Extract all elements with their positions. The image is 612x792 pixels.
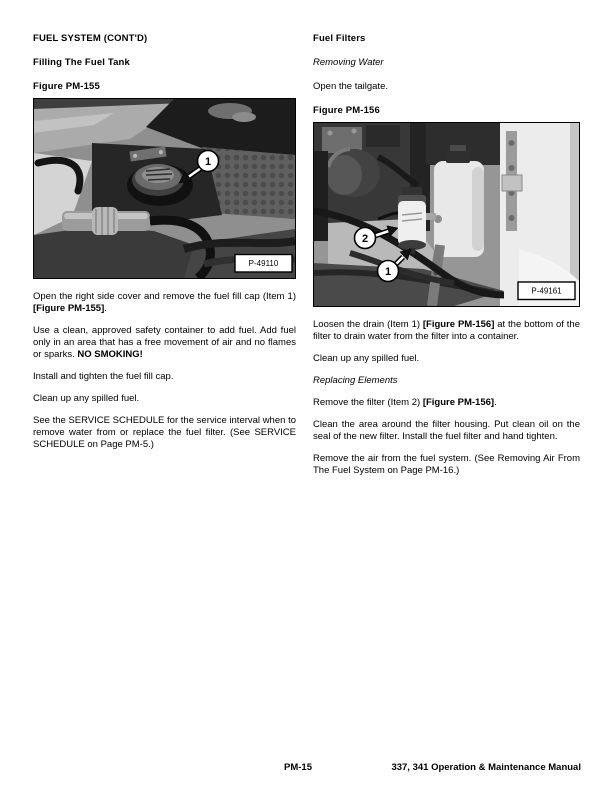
figure-pm156 — [313, 122, 580, 307]
photo-id-pm156: P-49161 — [531, 286, 562, 296]
right-column-paragraphs — [313, 319, 580, 477]
paragraph — [313, 375, 580, 387]
manual-title: 337, 341 Operation & Maintenance Manual — [391, 762, 581, 773]
figure-pm155 — [33, 98, 296, 279]
paragraph — [33, 393, 296, 405]
text-segment: [Figure PM-155] — [33, 303, 105, 314]
text-segment: [Figure PM-156] — [422, 319, 495, 330]
text-segment: at the bottom of the filter to drain water from the filter into a container. — [313, 319, 580, 342]
removing-water-subheading: Removing Water — [313, 57, 384, 68]
paragraph — [313, 319, 580, 343]
fuel-filter — [398, 187, 426, 254]
photo-scene-right — [314, 123, 579, 306]
photo-id-box-pm155 — [235, 255, 292, 273]
left-column — [33, 33, 296, 451]
callout-1-number: 1 — [384, 266, 392, 278]
callout-1-pm155 — [198, 151, 219, 172]
text-segment: Remove the air from the fuel system. (See Removing Air From The Fuel System on Page PM-16.) — [313, 453, 580, 476]
callout-2-pm156 — [355, 228, 376, 249]
text-segment: Clean the area around the filter housing. Put clean oil on the seal of the new filter. Install the fuel filter and hand tighten. — [313, 419, 580, 442]
paragraph — [33, 415, 296, 451]
paragraph — [313, 453, 580, 477]
text-segment: [Figure PM-156] — [422, 397, 495, 408]
text-segment: Clean up any spilled fuel. — [33, 393, 140, 404]
right-column — [313, 33, 580, 477]
text-segment: Replacing Elements — [313, 375, 398, 386]
text-segment: Install and tighten the fuel fill cap. — [33, 371, 174, 382]
photo-id-box-pm156 — [518, 282, 575, 300]
paragraph — [313, 397, 580, 409]
paragraph — [33, 371, 296, 383]
callout-1-pm156 — [378, 261, 399, 282]
paragraph — [313, 353, 580, 365]
callout-2-number: 2 — [361, 233, 369, 245]
hydraulic-fitting — [62, 207, 150, 235]
text-segment: Open the right side cover and remove the fuel fill cap (Item 1) — [33, 291, 296, 302]
intro-paragraph: Open the tailgate. — [313, 81, 388, 92]
text-segment: . — [494, 397, 497, 408]
photo-scene-left — [34, 99, 295, 278]
fuel-filter-photo — [313, 122, 580, 307]
left-column-paragraphs — [33, 291, 296, 451]
text-segment: Remove the filter (Item 2) — [313, 397, 423, 408]
callout-1-number: 1 — [204, 156, 212, 168]
text-segment: NO SMOKING! — [77, 349, 143, 360]
section-heading: FUEL SYSTEM (CONT'D) — [33, 33, 148, 44]
subsection-heading: Filling The Fuel Tank — [33, 57, 130, 68]
figure-label-pm156: Figure PM-156 — [313, 105, 380, 116]
page-footer — [0, 762, 612, 776]
fuel-fill-cap — [127, 164, 193, 206]
engine-cylinder — [326, 149, 380, 197]
text-segment: Use a clean, approved safety container to add fuel. Add fuel only in an area that has a free movement of air and no flames or sparks. — [33, 325, 296, 360]
paragraph — [313, 419, 580, 443]
fuel-fill-photo — [33, 98, 296, 279]
text-segment: See the SERVICE SCHEDULE for the service interval when to remove water from or replace the fuel filter. (See SERVICE SCHEDULE on Page PM-5.) — [33, 415, 296, 450]
photo-id-pm155: P-49110 — [248, 259, 279, 268]
paragraph — [33, 291, 296, 315]
paragraph — [33, 325, 296, 361]
figure-label-pm155: Figure PM-155 — [33, 81, 100, 92]
text-segment: Clean up any spilled fuel. — [313, 353, 420, 364]
page-number: PM-15 — [284, 762, 312, 773]
text-segment: Loosen the drain (Item 1) — [313, 319, 423, 330]
text-segment: . — [104, 303, 107, 314]
fuel-filters-heading: Fuel Filters — [313, 33, 366, 44]
